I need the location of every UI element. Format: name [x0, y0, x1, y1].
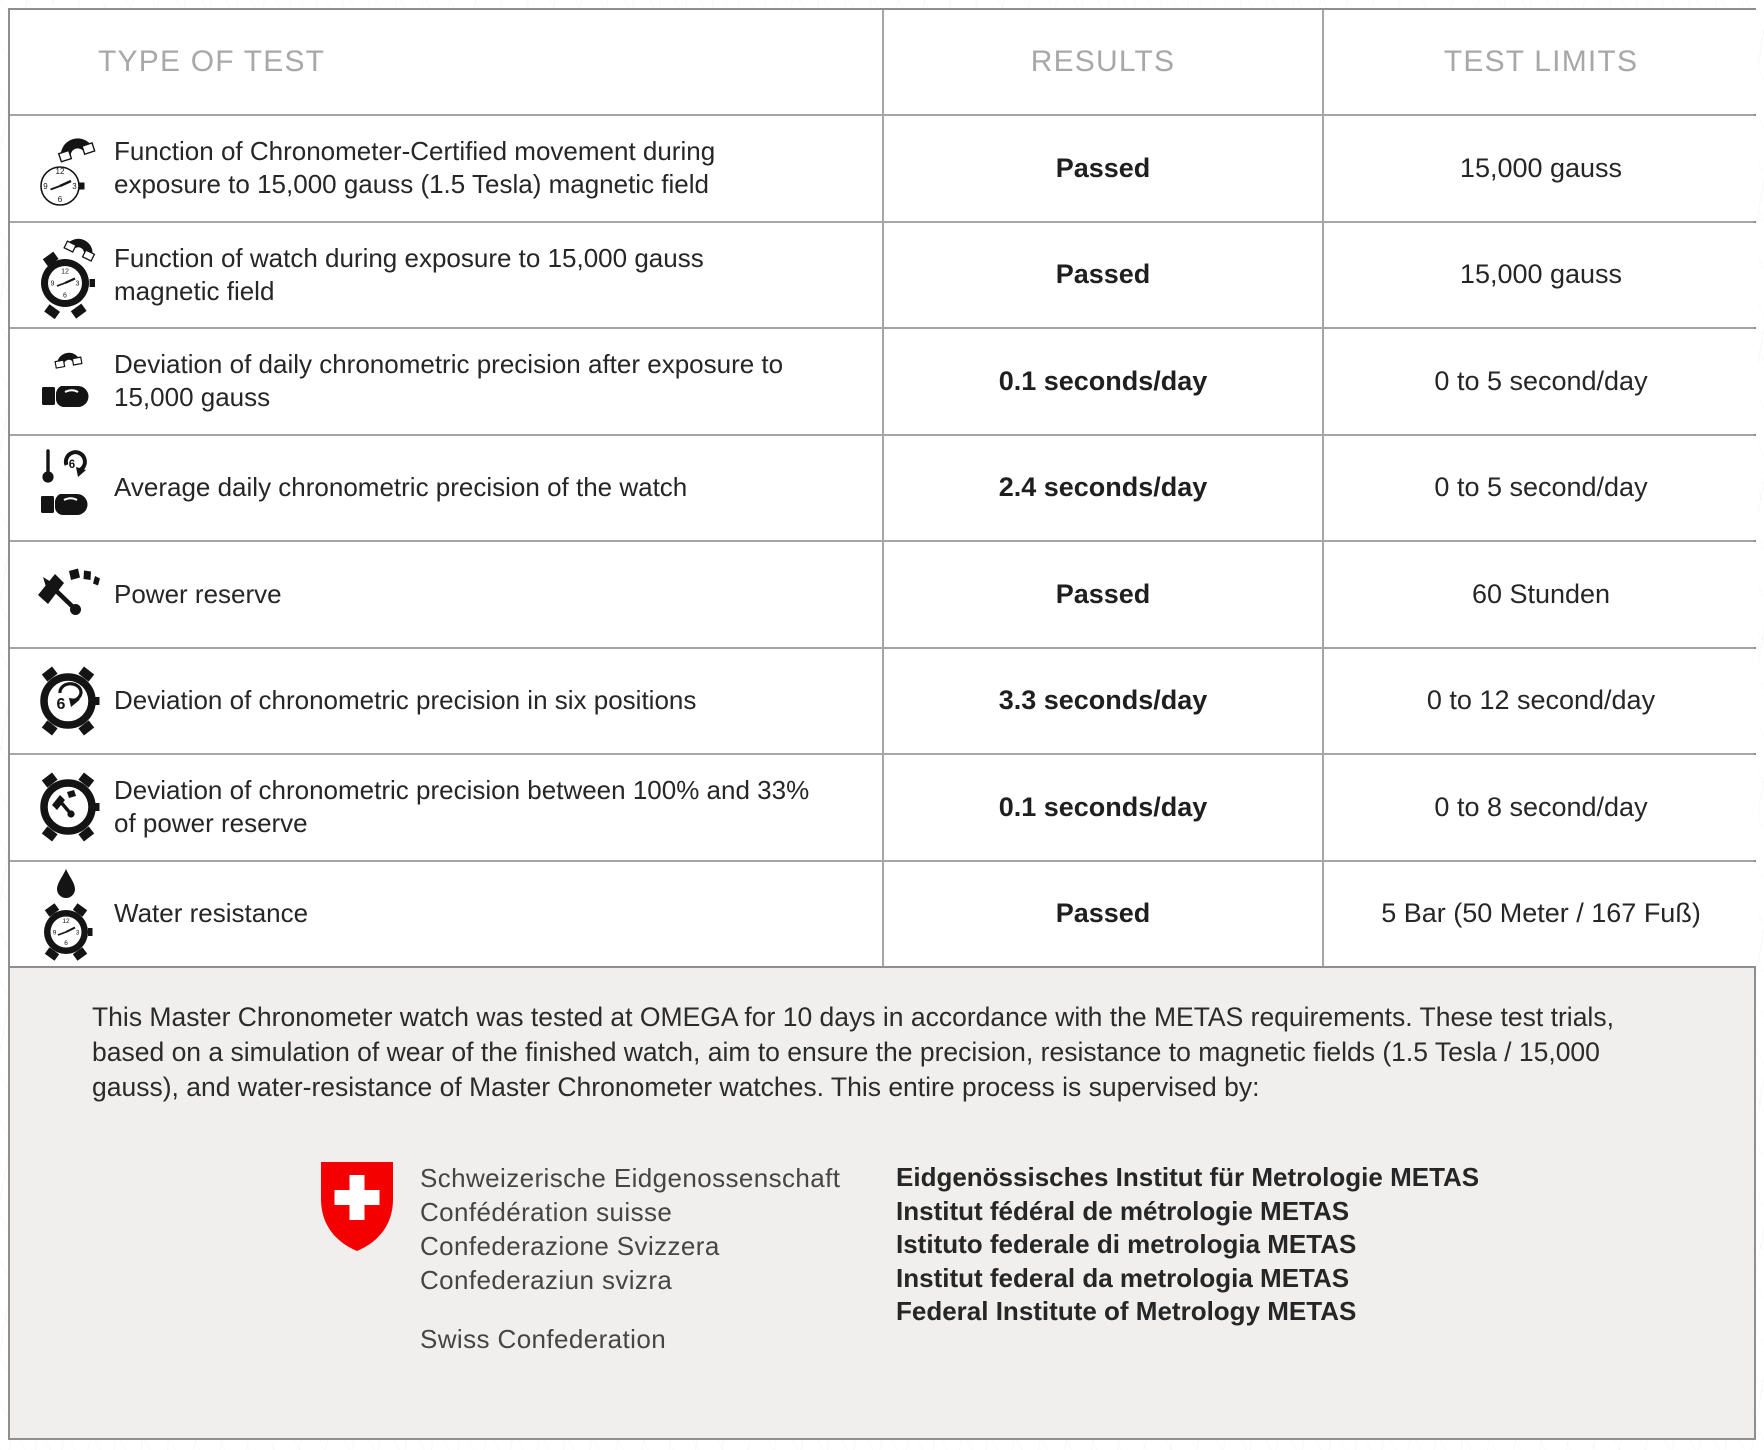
swiss-line: Confederaziun svizra: [420, 1265, 673, 1295]
result-value: 0.1 seconds/day: [998, 791, 1208, 822]
limit-value: 0 to 12 second/day: [1426, 685, 1656, 716]
svg-text:9: 9: [50, 280, 55, 288]
svg-text:3: 3: [75, 929, 80, 937]
result-value: Passed: [1055, 898, 1151, 929]
test-description: Deviation of chronometric precision in six positions: [114, 685, 697, 716]
result-value: Passed: [1055, 152, 1151, 183]
test-description: Function of watch during exposure to 15,000 gauss magnetic field: [114, 242, 704, 306]
test-description: Deviation of daily chronometric precision after exposure to 15,000 gauss: [114, 349, 784, 413]
table-row-test-cell: [10, 116, 882, 221]
svg-text:9: 9: [52, 929, 57, 937]
table-row-result-cell: [884, 755, 1322, 860]
table-row-test-cell: [10, 649, 882, 754]
watch-six-positions-icon: [22, 662, 114, 740]
svg-text:12: 12: [61, 268, 69, 276]
footer-paragraph: This Master Chronometer watch was tested at OMEGA for 10 days in accordance with the METAS requirements. These test trials, based on a simulation of wear of the finished watch, aim to ensure the precision, resistance to magnetic fields (1.5 Tesla / 15,000 gauss), and water-resistance of Master Chronometer watches. This entire process is supervised by:: [92, 1002, 1614, 1102]
table-row-result-cell: [884, 116, 1322, 221]
table-row-result-cell: [884, 436, 1322, 541]
table-row-test-cell: [10, 862, 882, 967]
table-row-limit-cell: [1324, 436, 1758, 541]
limit-value: 5 Bar (50 Meter / 167 Fuß): [1381, 898, 1701, 929]
table-row-result-cell: [884, 329, 1322, 434]
table-row-result-cell: [884, 542, 1322, 647]
metas-institute-block: [896, 1161, 1479, 1356]
svg-text:12: 12: [62, 917, 70, 925]
swiss-line: Confédération suisse: [420, 1197, 673, 1227]
table-row-limit-cell: [1324, 223, 1758, 328]
header-label: RESULTS: [1030, 45, 1176, 78]
svg-text:9: 9: [43, 182, 48, 192]
power-reserve-gauge-icon: [22, 563, 114, 625]
certificate-sheet: [8, 8, 1756, 1440]
certificate-footer: [8, 968, 1756, 1440]
svg-text:6: 6: [68, 458, 76, 471]
magnet-over-wrist-icon: [22, 337, 114, 425]
swiss-shield-icon: [320, 1161, 394, 1356]
metas-line: Federal Institute of Metrology METAS: [896, 1296, 1357, 1326]
svg-text:6: 6: [57, 195, 63, 205]
table-row-limit-cell: [1324, 862, 1758, 967]
test-description: Deviation of chronometric precision between 100% and 33% of power reserve: [114, 775, 810, 839]
result-value: Passed: [1055, 578, 1151, 609]
table-row-result-cell: [884, 862, 1322, 967]
result-value: 2.4 seconds/day: [998, 472, 1208, 503]
test-description: Power reserve: [114, 578, 282, 609]
limit-value: 0 to 5 second/day: [1434, 365, 1648, 396]
svg-text:6: 6: [64, 939, 68, 947]
table-row-limit-cell: [1324, 542, 1758, 647]
metas-line: Istituto federale di metrologia METAS: [896, 1229, 1357, 1259]
result-value: 3.3 seconds/day: [998, 685, 1208, 716]
table-row-test-cell: [10, 223, 882, 328]
header-label: TYPE OF TEST: [98, 45, 326, 78]
svg-text:12: 12: [55, 167, 65, 177]
test-results-table: [8, 8, 1756, 968]
swiss-line: Schweizerische Eidgenossenschaft: [420, 1163, 841, 1193]
header-label: TEST LIMITS: [1443, 45, 1639, 78]
table-row-test-cell: [10, 329, 882, 434]
result-value: 0.1 seconds/day: [998, 365, 1208, 396]
result-value: Passed: [1055, 259, 1151, 290]
metas-line: Institut fédéral de métrologie METAS: [896, 1195, 1350, 1226]
swiss-confederation-english: Swiss Confederation: [420, 1324, 667, 1354]
table-row-result-cell: [884, 223, 1322, 328]
test-description: Function of Chronometer-Certified movement during exposure to 15,000 gauss (1.5 Tesla) magnetic field: [114, 136, 716, 200]
limit-value: 15,000 gauss: [1459, 152, 1623, 183]
test-description: Average daily chronometric precision of the watch: [114, 472, 688, 503]
swiss-line: Confederazione Svizzera: [420, 1231, 720, 1261]
watch-power-gauge-icon: [22, 768, 114, 846]
table-row-result-cell: [884, 649, 1322, 754]
test-description: Water resistance: [114, 898, 309, 929]
limit-value: 60 Stunden: [1471, 578, 1611, 609]
metas-line: Institut federal da metrologia METAS: [896, 1262, 1350, 1293]
svg-text:3: 3: [72, 182, 77, 192]
limit-value: 0 to 5 second/day: [1434, 472, 1648, 503]
table-row-limit-cell: [1324, 649, 1758, 754]
column-header-results: [884, 10, 1322, 114]
column-header-test-limits: [1324, 10, 1758, 114]
svg-text:3: 3: [75, 280, 80, 288]
table-row-limit-cell: [1324, 329, 1758, 434]
table-row-limit-cell: [1324, 755, 1758, 860]
table-row-test-cell: [10, 436, 882, 541]
svg-text:6: 6: [63, 292, 67, 300]
swiss-confederation-block: [420, 1161, 896, 1356]
table-row-test-cell: [10, 542, 882, 647]
limit-value: 15,000 gauss: [1459, 259, 1623, 290]
metas-line: Eidgenössisches Institut für Metrologie METAS: [896, 1162, 1480, 1192]
limit-value: 0 to 8 second/day: [1434, 791, 1648, 822]
thermometer-wrist-icon: [22, 444, 114, 532]
column-header-type-of-test: [10, 10, 882, 114]
table-row-limit-cell: [1324, 116, 1758, 221]
table-row-test-cell: [10, 755, 882, 860]
magnet-over-watch-icon: [22, 227, 114, 323]
water-drop-watch-icon: [22, 866, 114, 962]
magnet-over-movement-icon: [22, 120, 114, 216]
svg-text:6: 6: [56, 695, 66, 713]
supervision-logo-row: [320, 1161, 1754, 1356]
